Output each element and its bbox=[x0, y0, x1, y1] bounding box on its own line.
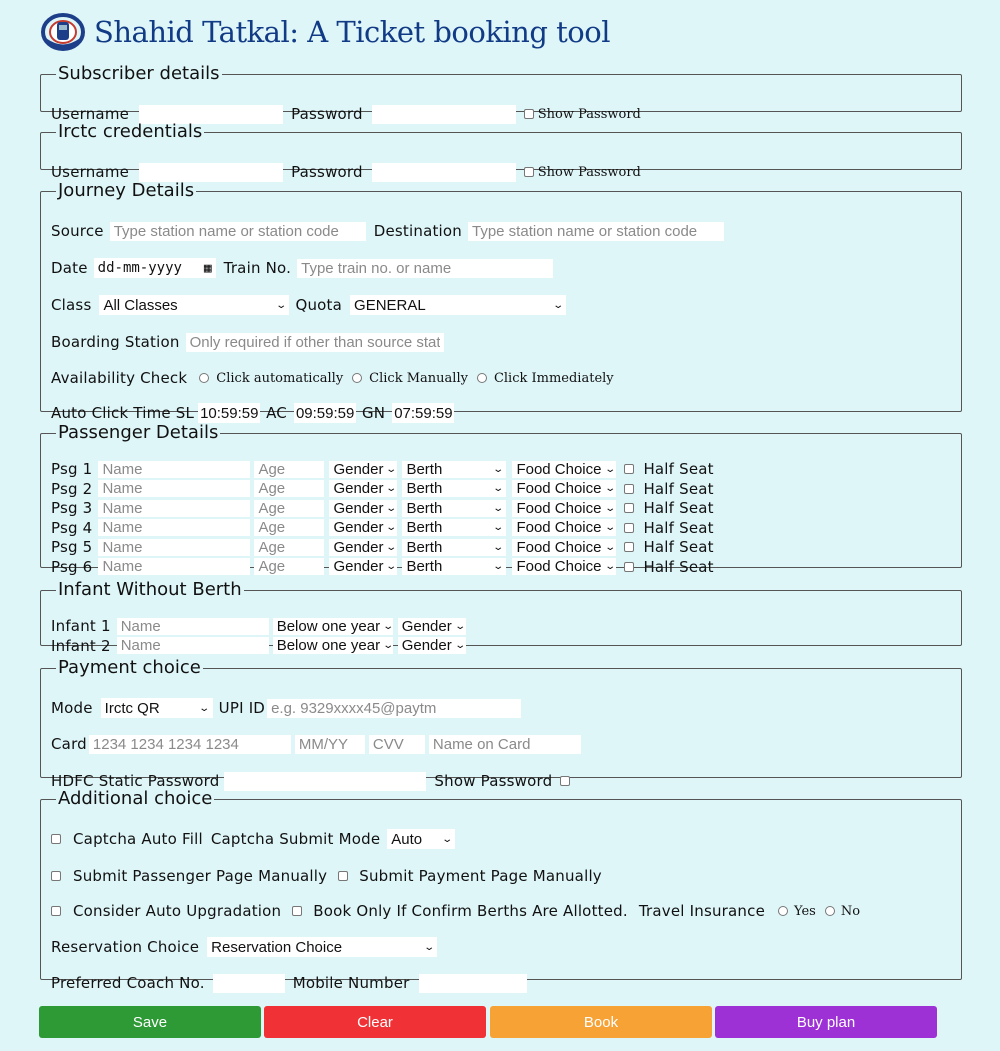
passenger-gender-value: Gender bbox=[333, 460, 384, 478]
source-label: Source bbox=[51, 222, 104, 240]
confirm-berths-label: Book Only If Confirm Berths Are Allotted. bbox=[313, 902, 628, 920]
passenger-age-input[interactable] bbox=[254, 461, 324, 478]
destination-label: Destination bbox=[373, 222, 462, 240]
save-button[interactable]: Save bbox=[39, 1006, 261, 1038]
card-name-input[interactable] bbox=[429, 735, 581, 754]
infant-name-input[interactable] bbox=[117, 637, 269, 654]
mode-label: Mode bbox=[51, 699, 93, 717]
quota-select[interactable] bbox=[350, 295, 566, 315]
passenger-food-value: Food Choice bbox=[516, 460, 602, 478]
passenger-legend: Passenger Details bbox=[58, 422, 219, 443]
journey-section bbox=[40, 180, 962, 422]
chevron-down-icon: ⌄ bbox=[492, 541, 505, 553]
reservation-label: Reservation Choice bbox=[51, 938, 200, 956]
app-header bbox=[40, 10, 610, 54]
infant-label: Infant 1 bbox=[51, 617, 111, 635]
clear-button[interactable]: Clear bbox=[264, 1006, 486, 1038]
chevron-down-icon: ⌄ bbox=[492, 522, 505, 533]
mode-value: Irctc QR bbox=[104, 699, 160, 717]
passenger-age-input[interactable] bbox=[254, 558, 324, 575]
upi-label: UPI ID bbox=[218, 699, 266, 717]
subscriber-show-password-checkbox[interactable] bbox=[524, 109, 534, 119]
chevron-down-icon: ⌄ bbox=[385, 463, 398, 475]
subscriber-section bbox=[40, 63, 962, 123]
payment-section bbox=[40, 657, 962, 790]
captcha-submit-label: Captcha Submit Mode bbox=[210, 830, 381, 848]
boarding-input[interactable] bbox=[186, 333, 444, 352]
date-label: Date bbox=[51, 259, 88, 277]
passenger-food-select[interactable] bbox=[512, 480, 616, 497]
captcha-submit-value: Auto bbox=[391, 830, 423, 848]
subscriber-password-label: Password bbox=[291, 105, 363, 123]
submit-passenger-label: Submit Passenger Page Manually bbox=[73, 867, 328, 885]
infant-age-value: Below one year bbox=[276, 617, 381, 635]
additional-legend: Additional choice bbox=[58, 788, 213, 809]
half-seat-checkbox[interactable] bbox=[624, 562, 634, 572]
passenger-berth-value: Berth bbox=[406, 499, 443, 517]
passenger-label: Psg 1 bbox=[51, 460, 93, 478]
submit-payment-checkbox[interactable] bbox=[338, 871, 348, 881]
chevron-down-icon: ⌄ bbox=[385, 561, 398, 572]
payment-legend: Payment choice bbox=[58, 657, 201, 678]
irctc-password-label: Password bbox=[291, 163, 363, 181]
buy-plan-button[interactable]: Buy plan bbox=[715, 1006, 937, 1038]
insurance-no-radio[interactable] bbox=[825, 906, 835, 916]
chevron-down-icon: ⌄ bbox=[603, 522, 616, 533]
passenger-name-input[interactable] bbox=[98, 519, 250, 536]
availability-manual-radio[interactable] bbox=[352, 373, 362, 383]
coach-input[interactable] bbox=[213, 974, 285, 993]
ac-label: AC bbox=[266, 404, 287, 422]
submit-passenger-checkbox[interactable] bbox=[51, 871, 61, 881]
chevron-down-icon: ⌄ bbox=[382, 620, 395, 632]
boarding-label: Boarding Station bbox=[51, 333, 180, 351]
infant-age-value: Below one year bbox=[276, 637, 381, 654]
passenger-row bbox=[51, 460, 714, 478]
passenger-gender-value: Gender bbox=[333, 538, 384, 556]
sl-time-value: 10:59:59 bbox=[200, 404, 259, 422]
subscriber-password-input[interactable] bbox=[372, 105, 516, 124]
hdfc-password-input[interactable] bbox=[224, 772, 426, 791]
infant-row bbox=[51, 617, 466, 635]
mobile-label: Mobile Number bbox=[292, 974, 410, 992]
chevron-down-icon: ⌄ bbox=[275, 299, 288, 311]
auto-upgrade-label: Consider Auto Upgradation bbox=[73, 902, 282, 920]
half-seat-checkbox[interactable] bbox=[624, 484, 634, 494]
passenger-food-value: Food Choice bbox=[516, 538, 602, 556]
passenger-berth-select[interactable] bbox=[402, 461, 506, 478]
passenger-berth-value: Berth bbox=[406, 558, 443, 575]
journey-legend: Journey Details bbox=[58, 180, 195, 201]
chevron-down-icon: ⌄ bbox=[603, 463, 616, 475]
chevron-down-icon: ⌄ bbox=[385, 541, 398, 553]
half-seat-label: Half Seat bbox=[643, 479, 714, 498]
subscriber-show-password-label: Show Password bbox=[537, 106, 641, 122]
gn-label: GN bbox=[361, 404, 386, 422]
insurance-label: Travel Insurance bbox=[638, 902, 766, 920]
passenger-gender-select[interactable] bbox=[329, 461, 397, 478]
irctc-show-password-label: Show Password bbox=[537, 164, 641, 180]
card-expiry-input[interactable] bbox=[295, 735, 365, 754]
half-seat-checkbox[interactable] bbox=[624, 503, 634, 513]
availability-immediate-radio[interactable] bbox=[477, 373, 487, 383]
passenger-row bbox=[51, 480, 714, 498]
upi-input[interactable] bbox=[267, 699, 521, 718]
availability-auto-radio[interactable] bbox=[199, 373, 209, 383]
passenger-gender-select[interactable] bbox=[329, 519, 397, 536]
passenger-food-select[interactable] bbox=[512, 539, 616, 556]
submit-payment-label: Submit Payment Page Manually bbox=[359, 867, 602, 885]
passenger-gender-select[interactable] bbox=[329, 500, 397, 517]
passenger-age-input[interactable] bbox=[254, 519, 324, 536]
availability-label: Availability Check bbox=[51, 369, 188, 387]
chevron-down-icon: ⌄ bbox=[385, 483, 398, 494]
chevron-down-icon: ⌄ bbox=[382, 640, 395, 651]
insurance-no-label: No bbox=[840, 903, 861, 919]
passenger-food-select[interactable] bbox=[512, 558, 616, 575]
hdfc-show-password-checkbox[interactable] bbox=[560, 776, 570, 786]
class-value: All Classes bbox=[103, 296, 178, 314]
passenger-food-value: Food Choice bbox=[516, 558, 602, 575]
passenger-row bbox=[51, 538, 714, 556]
infant-gender-value: Gender bbox=[401, 637, 452, 654]
chevron-down-icon: ⌄ bbox=[603, 483, 616, 494]
date-value: dd-mm-yyyy bbox=[97, 260, 182, 276]
irctc-legend: Irctc credentials bbox=[58, 121, 203, 142]
autoclick-label: Auto Click Time SL bbox=[51, 404, 195, 422]
additional-section bbox=[40, 788, 962, 992]
infant-age-select[interactable] bbox=[273, 618, 393, 635]
passenger-gender-value: Gender bbox=[333, 499, 384, 517]
ac-time-input[interactable] bbox=[294, 403, 356, 423]
date-input[interactable] bbox=[94, 258, 216, 278]
chevron-down-icon: ⌄ bbox=[603, 502, 616, 514]
class-label: Class bbox=[51, 296, 92, 314]
passenger-gender-value: Gender bbox=[333, 480, 384, 497]
infant-label: Infant 2 bbox=[51, 636, 111, 655]
irctc-password-input[interactable] bbox=[372, 163, 516, 182]
passenger-name-input[interactable] bbox=[98, 500, 250, 517]
chevron-down-icon: ⌄ bbox=[492, 463, 505, 475]
hdfc-show-password-label: Show Password bbox=[434, 772, 553, 790]
class-select[interactable] bbox=[99, 295, 289, 315]
gn-time-value: 07:59:59 bbox=[394, 404, 453, 422]
infant-section bbox=[40, 579, 962, 655]
half-seat-checkbox[interactable] bbox=[624, 542, 634, 552]
passenger-gender-select[interactable] bbox=[329, 480, 397, 497]
chevron-down-icon: ⌄ bbox=[385, 502, 398, 514]
insurance-yes-label: Yes bbox=[794, 903, 816, 919]
passenger-berth-value: Berth bbox=[406, 460, 443, 478]
mobile-input[interactable] bbox=[419, 974, 527, 993]
half-seat-label: Half Seat bbox=[643, 538, 714, 556]
passenger-berth-select[interactable] bbox=[402, 558, 506, 575]
irctc-logo-icon bbox=[40, 10, 86, 54]
captcha-autofill-checkbox[interactable] bbox=[51, 834, 61, 844]
infant-age-select[interactable] bbox=[273, 637, 393, 654]
half-seat-checkbox[interactable] bbox=[624, 523, 634, 533]
passenger-label: Psg 2 bbox=[51, 479, 93, 498]
chevron-down-icon: ⌄ bbox=[423, 941, 435, 953]
passenger-row bbox=[51, 558, 714, 576]
passenger-food-value: Food Choice bbox=[516, 499, 602, 517]
train-input[interactable] bbox=[297, 259, 553, 278]
passenger-food-value: Food Choice bbox=[516, 519, 602, 536]
passenger-berth-value: Berth bbox=[406, 519, 443, 536]
hdfc-label: HDFC Static Password bbox=[51, 772, 220, 790]
passenger-gender-select[interactable] bbox=[329, 539, 397, 556]
irctc-username-input[interactable] bbox=[139, 163, 283, 182]
infant-gender-select[interactable] bbox=[398, 637, 466, 654]
subscriber-username-label: Username bbox=[51, 105, 130, 123]
passenger-food-value: Food Choice bbox=[516, 480, 602, 497]
availability-auto-label: Click automatically bbox=[216, 370, 344, 386]
chevron-down-icon: ⌄ bbox=[454, 620, 466, 632]
train-label: Train No. bbox=[223, 259, 292, 277]
quota-value: GENERAL bbox=[354, 296, 426, 314]
ac-time-value: 09:59:59 bbox=[295, 404, 355, 422]
chevron-down-icon: ⌄ bbox=[454, 640, 466, 651]
passenger-berth-value: Berth bbox=[406, 480, 443, 497]
chevron-down-icon: ⌄ bbox=[603, 541, 616, 553]
half-seat-checkbox[interactable] bbox=[624, 464, 634, 474]
chevron-down-icon: ⌄ bbox=[198, 702, 211, 714]
passenger-label: Psg 3 bbox=[51, 499, 93, 517]
reservation-value: Reservation Choice bbox=[211, 938, 343, 956]
sl-time-input[interactable] bbox=[198, 403, 260, 423]
half-seat-label: Half Seat bbox=[643, 557, 714, 576]
card-cvv-input[interactable] bbox=[369, 735, 425, 754]
chevron-down-icon: ⌄ bbox=[492, 561, 505, 572]
passenger-label: Psg 4 bbox=[51, 518, 93, 537]
quota-label: Quota bbox=[295, 296, 343, 314]
passenger-food-select[interactable] bbox=[512, 519, 616, 536]
calendar-icon[interactable]: ▦ bbox=[203, 260, 212, 276]
irctc-show-password-checkbox[interactable] bbox=[524, 167, 534, 177]
chevron-down-icon: ⌄ bbox=[492, 502, 505, 514]
passenger-food-select[interactable] bbox=[512, 461, 616, 478]
infant-row bbox=[51, 637, 466, 655]
passenger-row bbox=[51, 499, 714, 517]
chevron-down-icon: ⌄ bbox=[385, 522, 398, 533]
infant-gender-value: Gender bbox=[401, 617, 452, 635]
irctc-username-label: Username bbox=[51, 163, 130, 181]
passenger-berth-select[interactable] bbox=[402, 539, 506, 556]
half-seat-label: Half Seat bbox=[643, 499, 714, 517]
source-input[interactable] bbox=[110, 222, 366, 241]
card-label: Card bbox=[51, 735, 87, 753]
infant-gender-select[interactable] bbox=[398, 618, 466, 635]
passenger-name-input[interactable] bbox=[98, 558, 250, 575]
gn-time-input[interactable] bbox=[392, 403, 454, 423]
passenger-name-input[interactable] bbox=[98, 480, 250, 497]
passenger-age-input[interactable] bbox=[254, 539, 324, 556]
irctc-credentials-section bbox=[40, 121, 962, 181]
availability-immediate-label: Click Immediately bbox=[493, 370, 614, 386]
passenger-label: Psg 5 bbox=[51, 538, 93, 556]
passenger-food-select[interactable] bbox=[512, 500, 616, 517]
confirm-berths-checkbox[interactable] bbox=[292, 906, 302, 916]
passenger-label: Psg 6 bbox=[51, 557, 93, 576]
half-seat-label: Half Seat bbox=[643, 518, 714, 537]
passenger-gender-value: Gender bbox=[333, 519, 384, 536]
half-seat-label: Half Seat bbox=[643, 460, 714, 478]
passenger-berth-select[interactable] bbox=[402, 500, 506, 517]
passenger-berth-select[interactable] bbox=[402, 480, 506, 497]
book-button[interactable]: Book bbox=[490, 1006, 712, 1038]
passenger-row bbox=[51, 519, 714, 537]
destination-input[interactable] bbox=[468, 222, 724, 241]
passenger-age-input[interactable] bbox=[254, 500, 324, 517]
infant-name-input[interactable] bbox=[117, 618, 269, 635]
passenger-gender-select[interactable] bbox=[329, 558, 397, 575]
availability-manual-label: Click Manually bbox=[369, 370, 468, 386]
passenger-name-input[interactable] bbox=[98, 461, 250, 478]
passenger-name-input[interactable] bbox=[98, 539, 250, 556]
reservation-select[interactable] bbox=[207, 937, 437, 957]
passenger-gender-value: Gender bbox=[333, 558, 384, 575]
chevron-down-icon: ⌄ bbox=[492, 483, 505, 494]
passenger-berth-select[interactable] bbox=[402, 519, 506, 536]
insurance-yes-radio[interactable] bbox=[778, 906, 788, 916]
page-title: Shahid Tatkal: A Ticket booking tool bbox=[94, 15, 610, 49]
captcha-submit-select[interactable] bbox=[387, 829, 455, 849]
auto-upgrade-checkbox[interactable] bbox=[51, 906, 61, 916]
passenger-section bbox=[40, 422, 962, 576]
chevron-down-icon: ⌄ bbox=[551, 299, 564, 311]
chevron-down-icon: ⌄ bbox=[603, 561, 616, 572]
card-number-input[interactable] bbox=[89, 735, 291, 754]
subscriber-legend: Subscriber details bbox=[58, 63, 220, 84]
passenger-berth-value: Berth bbox=[406, 538, 443, 556]
coach-label: Preferred Coach No. bbox=[51, 974, 205, 992]
passenger-age-input[interactable] bbox=[254, 480, 324, 497]
captcha-autofill-label: Captcha Auto Fill bbox=[73, 830, 203, 848]
infant-legend: Infant Without Berth bbox=[58, 579, 242, 600]
mode-select[interactable] bbox=[101, 698, 213, 718]
chevron-down-icon: ⌄ bbox=[441, 833, 453, 845]
